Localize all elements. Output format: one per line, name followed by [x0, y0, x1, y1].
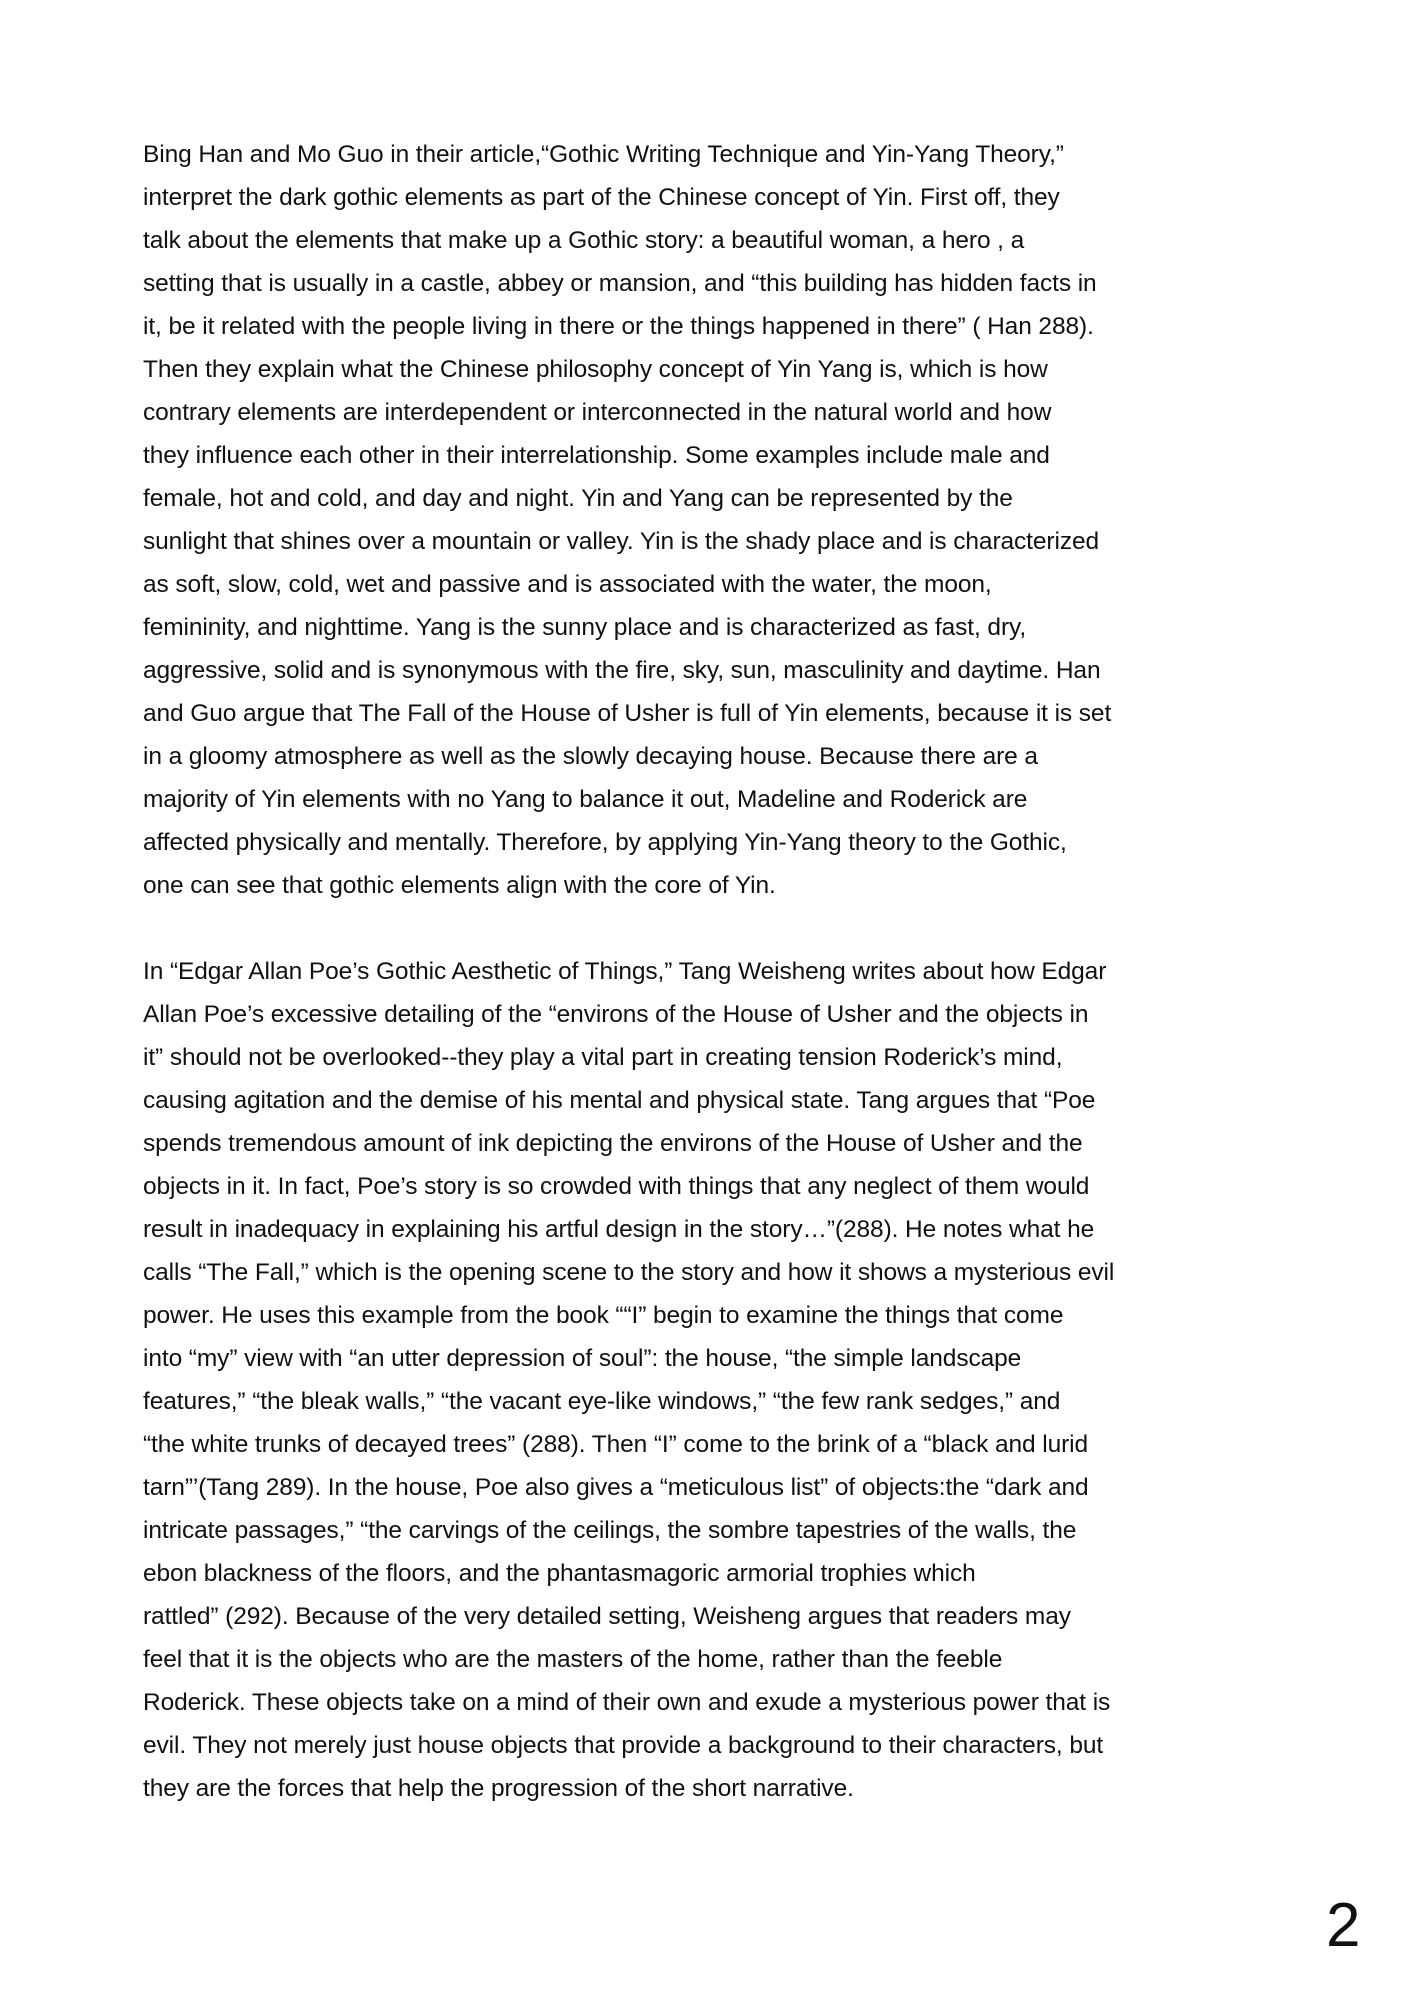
text-line: affected physically and mentally. Therefore, by applying Yin-Yang theory to the Gothic, — [143, 829, 1067, 856]
text-line: aggressive, solid and is synonymous with the fire, sky, sun, masculinity and daytime. Han — [143, 657, 1101, 684]
text-line: spends tremendous amount of ink depicting the environs of the House of Usher and the — [143, 1130, 1083, 1157]
text-line: Roderick. These objects take on a mind of their own and exude a mysterious power that is — [143, 1689, 1111, 1716]
text-line: femininity, and nighttime. Yang is the sunny place and is characterized as fast, dry, — [143, 614, 1027, 641]
page-number: 2 — [1326, 1891, 1361, 1960]
text-line: contrary elements are interdependent or interconnected in the natural world and how — [143, 399, 1052, 426]
text-line: talk about the elements that make up a Gothic story: a beautiful woman, a hero , a — [143, 227, 1025, 254]
text-line: one can see that gothic elements align with the core of Yin. — [143, 872, 776, 899]
text-line: In “Edgar Allan Poe’s Gothic Aesthetic of Things,” Tang Weisheng writes about how Edgar — [143, 958, 1107, 985]
text-line: they influence each other in their interrelationship. Some examples include male and — [143, 442, 1050, 469]
paragraph-han-guo — [143, 133, 1253, 907]
text-line: “the white trunks of decayed trees” (288). Then “I” come to the brink of a “black and lurid — [143, 1431, 1089, 1458]
text-line: Then they explain what the Chinese philosophy concept of Yin Yang is, which is how — [143, 356, 1048, 383]
text-line: female, hot and cold, and day and night. Yin and Yang can be represented by the — [143, 485, 1013, 512]
text-line: it” should not be overlooked--they play a vital part in creating tension Roderick’s mind, — [143, 1044, 1063, 1071]
text-line: as soft, slow, cold, wet and passive and is associated with the water, the moon, — [143, 571, 992, 598]
text-line: tarn”’(Tang 289). In the house, Poe also gives a “meticulous list” of objects:the “dark and — [143, 1474, 1089, 1501]
text-line: Allan Poe’s excessive detailing of the “environs of the House of Usher and the objects in — [143, 1001, 1089, 1028]
text-line: Bing Han and Mo Guo in their article,“Gothic Writing Technique and Yin-Yang Theory,” — [143, 141, 1064, 168]
text-line: ebon blackness of the floors, and the phantasmagoric armorial trophies which — [143, 1560, 976, 1587]
text-line: result in inadequacy in explaining his artful design in the story…”(288). He notes what he — [143, 1216, 1095, 1243]
text-line: in a gloomy atmosphere as well as the slowly decaying house. Because there are a — [143, 743, 1038, 770]
text-line: setting that is usually in a castle, abbey or mansion, and “this building has hidden facts in — [143, 270, 1097, 297]
text-line: into “my” view with “an utter depression of soul”: the house, “the simple landscape — [143, 1345, 1022, 1372]
text-line: evil. They not merely just house objects that provide a background to their characters, but — [143, 1732, 1104, 1759]
text-line: sunlight that shines over a mountain or valley. Yin is the shady place and is characterized — [143, 528, 1100, 555]
text-line: causing agitation and the demise of his mental and physical state. Tang argues that “Poe — [143, 1087, 1096, 1114]
paragraph-tang-weisheng — [143, 950, 1253, 1810]
text-line: interpret the dark gothic elements as part of the Chinese concept of Yin. First off, they — [143, 184, 1060, 211]
text-line: rattled” (292). Because of the very detailed setting, Weisheng argues that readers may — [143, 1603, 1071, 1630]
text-line: feel that it is the objects who are the masters of the home, rather than the feeble — [143, 1646, 1003, 1673]
text-line: and Guo argue that The Fall of the House of Usher is full of Yin elements, because it is set — [143, 700, 1112, 727]
text-line: intricate passages,” “the carvings of the ceilings, the sombre tapestries of the walls, the — [143, 1517, 1077, 1544]
text-line: calls “The Fall,” which is the opening scene to the story and how it shows a mysterious evil — [143, 1259, 1115, 1286]
text-line: objects in it. In fact, Poe’s story is so crowded with things that any neglect of them would — [143, 1173, 1090, 1200]
body-text — [143, 133, 1253, 1810]
text-line: features,” “the bleak walls,” “the vacant eye-like windows,” “the few rank sedges,” and — [143, 1388, 1061, 1415]
text-line: they are the forces that help the progression of the short narrative. — [143, 1775, 854, 1802]
text-line: majority of Yin elements with no Yang to balance it out, Madeline and Roderick are — [143, 786, 1028, 813]
text-line: it, be it related with the people living in there or the things happened in there” ( Han 288). — [143, 313, 1094, 340]
text-line: power. He uses this example from the book ““I” begin to examine the things that come — [143, 1302, 1064, 1329]
